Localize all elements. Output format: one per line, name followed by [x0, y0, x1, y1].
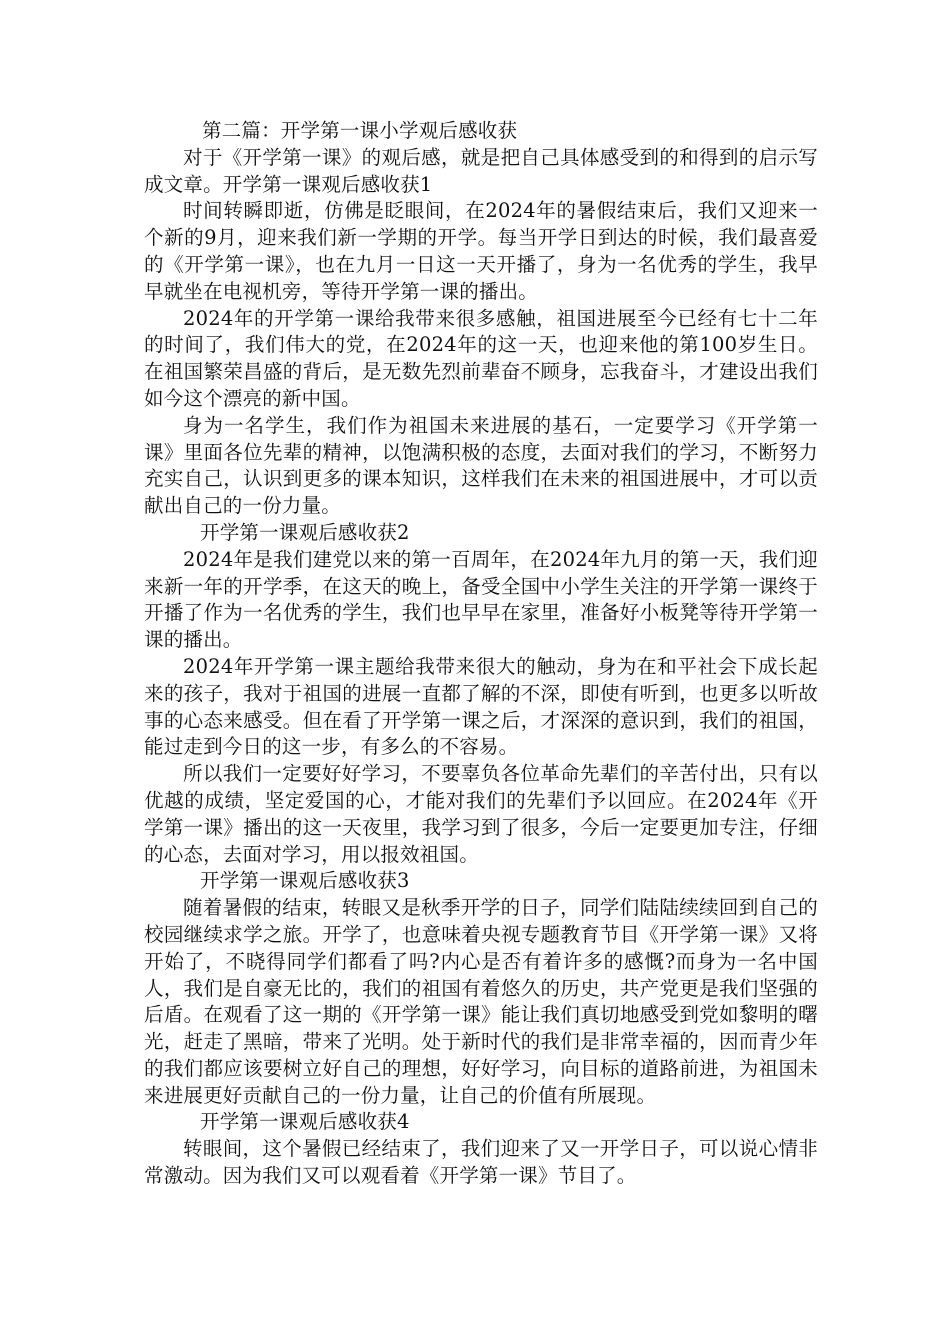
- body-paragraph: 时间转瞬即逝，仿佛是眨眼间，在2024年的暑假结束后，我们又迎来一个新的9月，迎来我们新一学期的开学。每当开学日到达的时候，我们最喜爱的《开学第一课》，也在九月一日这一天开播了，身为一名优秀的学生，我早早就坐在电视机旁，等待开学第一课的播出。: [144, 199, 818, 303]
- document-title: 第二篇：开学第一课小学观后感收获: [202, 119, 518, 142]
- body-paragraph: 随着暑假的结束，转眼又是秋季开学的日子，同学们陆陆续续回到自己的校园继续求学之旅。开学了，也意味着央视专题教育节目《开学第一课》又将开始了，不晓得同学们都看了吗?内心是否有着许多的感慨?而身为一名中国人，我们是自豪无比的，我们的祖国有着悠久的历史，共产党更是我们坚强的后盾。在观看了这一期的《开学第一课》能让我们真切地感受到党如黎明的曙光，赶走了黑暗，带来了光明。处于新时代的我们是非常幸福的，因而青少年的我们都应该要树立好自己的理想，好好学习，向目标的道路前进，为祖国未来进展更好贡献自己的一份力量，让自己的价值有所展现。: [144, 896, 818, 1107]
- section-heading: 开学第一课观后感收获2: [200, 520, 410, 544]
- section-heading: 开学第一课观后感收获3: [200, 869, 410, 893]
- body-paragraph: 身为一名学生，我们作为祖国未来进展的基石，一定要学习《开学第一课》里面各位先辈的精神，以饱满积极的态度，去面对我们的学习，不断努力充实自己，认识到更多的课本知识，这样我们在未来的祖国进展中，才可以贡献出自己的一份力量。: [144, 413, 818, 518]
- body-paragraph: 2024年是我们建党以来的第一百周年，在2024年九月的第一天，我们迎来新一年的开学季，在这天的晚上，备受全国中小学生关注的开学第一课终于开播了作为一名优秀的学生，我们也早早在家里，准备好小板凳等待开学第一课的播出。: [144, 547, 818, 652]
- body-paragraph: 2024年开学第一课主题给我带来很大的触动，身为在和平社会下成长起来的孩子，我对于祖国的进展一直都了解的不深，即使有听到，也更多以听故事的心态来感受。但在看了开学第一课之后，才深深的意识到，我们的祖国，能过走到今日的这一步，有多么的不容易。: [144, 654, 818, 759]
- body-paragraph: 2024年的开学第一课给我带来很多感触，祖国进展至今已经有七十二年的时间了，我们伟大的党，在2024年的这一天，也迎来他的第100岁生日。在祖国繁荣昌盛的背后，是无数先烈前辈奋不顾身，忘我奋斗，才建设出我们如今这个漂亮的新中国。: [144, 306, 818, 410]
- body-paragraph: 所以我们一定要好好学习，不要辜负各位革命先辈们的辛苦付出，只有以优越的成绩，坚定爱国的心，才能对我们的先辈们予以回应。在2024年《开学第一课》播出的这一天夜里，我学习到了很多，今后一定要更加专注，仔细的心态，去面对学习，用以报效祖国。: [144, 762, 818, 866]
- section-heading: 开学第一课观后感收获4: [200, 1110, 410, 1134]
- body-paragraph: 转眼间，这个暑假已经结束了，我们迎来了又一开学日子，可以说心情非常激动。因为我们又可以观看着《开学第一课》节目了。: [144, 1137, 818, 1188]
- intro-paragraph: 对于《开学第一课》的观后感，就是把自己具体感受到的和得到的启示写成文章。开学第一课观后感收获1: [144, 145, 818, 196]
